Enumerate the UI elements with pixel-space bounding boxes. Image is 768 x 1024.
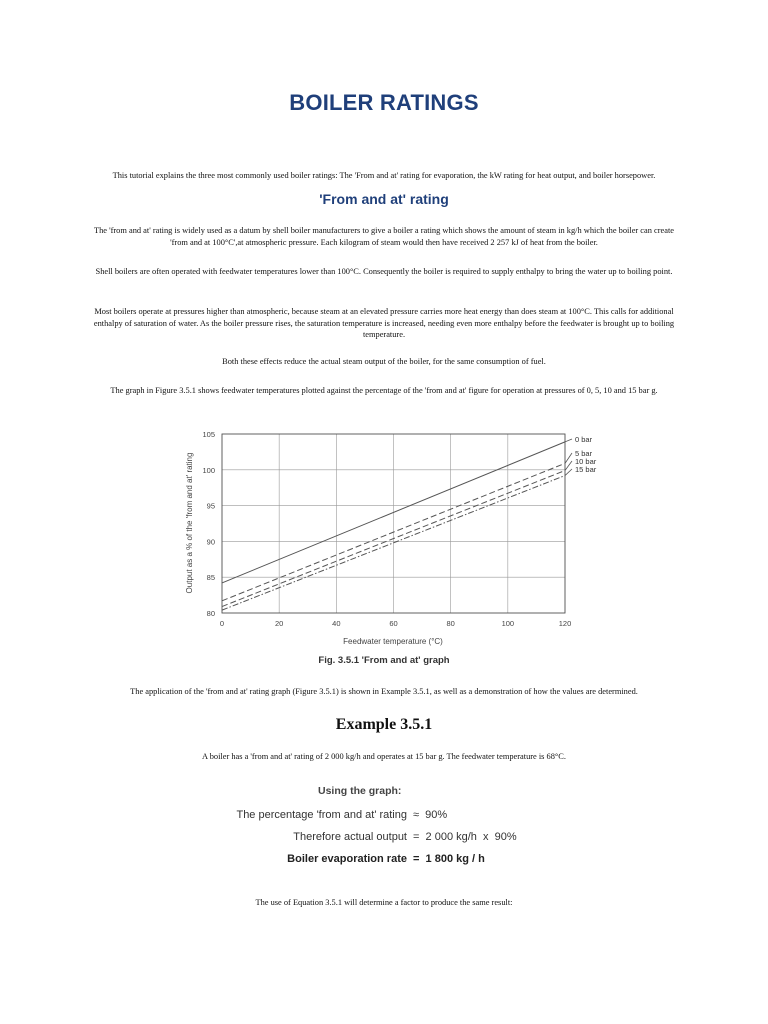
legend-entry: 10 bar (575, 457, 597, 466)
example-heading: Example 3.5.1 (335, 716, 433, 733)
page-title: BOILER RATINGS (289, 90, 479, 115)
chart-ticks (202, 430, 571, 628)
paragraph-feedwater: Shell boilers are often operated with feedwater temperatures lower than 100°C. Consequently the boiler is required to supply enthalpy to bring the water up to boiling point. (95, 267, 673, 276)
calc-line1-label: The percentage 'from and at' rating (236, 809, 407, 821)
y-tick-label: 100 (202, 465, 215, 475)
chart-y-axis-label: Output as a % of the 'from and at' rating (185, 452, 194, 594)
paragraph-pressures: Most boilers operate at pressures higher than atmospheric, because steam at an elevated pressure carries more heat energy than does steam at 100°C. This calls for additional enthalpy of saturation of water. As the boiler pressure rises, the saturation temperature is increased, needing even more enthalpy before the feedwater is brought up to boiling temperature. (93, 307, 675, 340)
y-tick-label: 80 (206, 609, 215, 618)
paragraph-graph-intro: The graph in Figure 3.5.1 shows feedwater temperatures plotted against the percentage of the 'from and at' figure for operation at pressures of 0, 5, 10 and 15 bar g. (110, 386, 658, 395)
paragraph-effects: Both these effects reduce the actual steam output of the boiler, for the same consumption of fuel. (222, 357, 546, 366)
y-tick-label: 90 (206, 537, 215, 547)
calc-line3-label: Boiler evaporation rate (287, 853, 407, 865)
legend-leader (565, 439, 572, 442)
paragraph-equation: The use of Equation 3.5.1 will determine a factor to produce the same result: (255, 898, 513, 907)
legend-entry: 5 bar (575, 449, 593, 458)
chart-x-axis-label: Feedwater temperature (°C) (343, 637, 443, 646)
using-graph-heading: Using the graph: (318, 785, 402, 797)
y-tick-label: 105 (202, 430, 215, 439)
x-tick-label: 60 (389, 619, 398, 628)
x-tick-label: 40 (332, 619, 341, 628)
legend-leader (565, 469, 572, 476)
x-tick-label: 100 (501, 619, 515, 628)
legend-entry: 15 bar (575, 465, 597, 474)
from-and-at-chart (0, 425, 768, 655)
example-text: A boiler has a 'from and at' rating of 2 000 kg/h and operates at 15 bar g. The feedwater temperature is 68°C. (202, 752, 566, 761)
y-tick-label: 95 (206, 501, 215, 511)
calc-line1-value: ≈ 90% (413, 809, 448, 821)
x-tick-label: 80 (446, 619, 455, 628)
figure-caption: Fig. 3.5.1 'From and at' graph (318, 655, 450, 666)
paragraph-from-and-at: The 'from and at' rating is widely used as a datum by shell boiler manufacturers to give a boiler a rating which shows the amount of steam in kg/h which the boiler can create 'from and at 100°C',at atmospheric pressure. Each kilogram of steam would then have received 2 257 kJ of heat from the boiler. (93, 226, 675, 247)
calc-line2-label: Therefore actual output (293, 831, 407, 843)
legend-entry: 0 bar (575, 435, 593, 444)
x-tick-label: 20 (274, 619, 284, 628)
x-tick-label: 0 (219, 619, 225, 628)
intro-paragraph: This tutorial explains the three most commonly used boiler ratings: The 'From and at' rating for evaporation, the kW rating for heat output, and boiler horsepower. (112, 171, 656, 180)
calc-line3-value: = 1 800 kg / h (413, 853, 485, 865)
chart-legend (565, 435, 597, 476)
x-tick-label: 120 (558, 619, 572, 628)
paragraph-application: The application of the 'from and at' rating graph (Figure 3.5.1) is shown in Example 3.5.1, as well as a demonstration of how the values are determined. (130, 687, 638, 696)
y-tick-label: 85 (206, 573, 215, 583)
section-title: 'From and at' rating (319, 191, 449, 207)
calc-line2-value: = 2 000 kg/h x 90% (413, 831, 517, 843)
